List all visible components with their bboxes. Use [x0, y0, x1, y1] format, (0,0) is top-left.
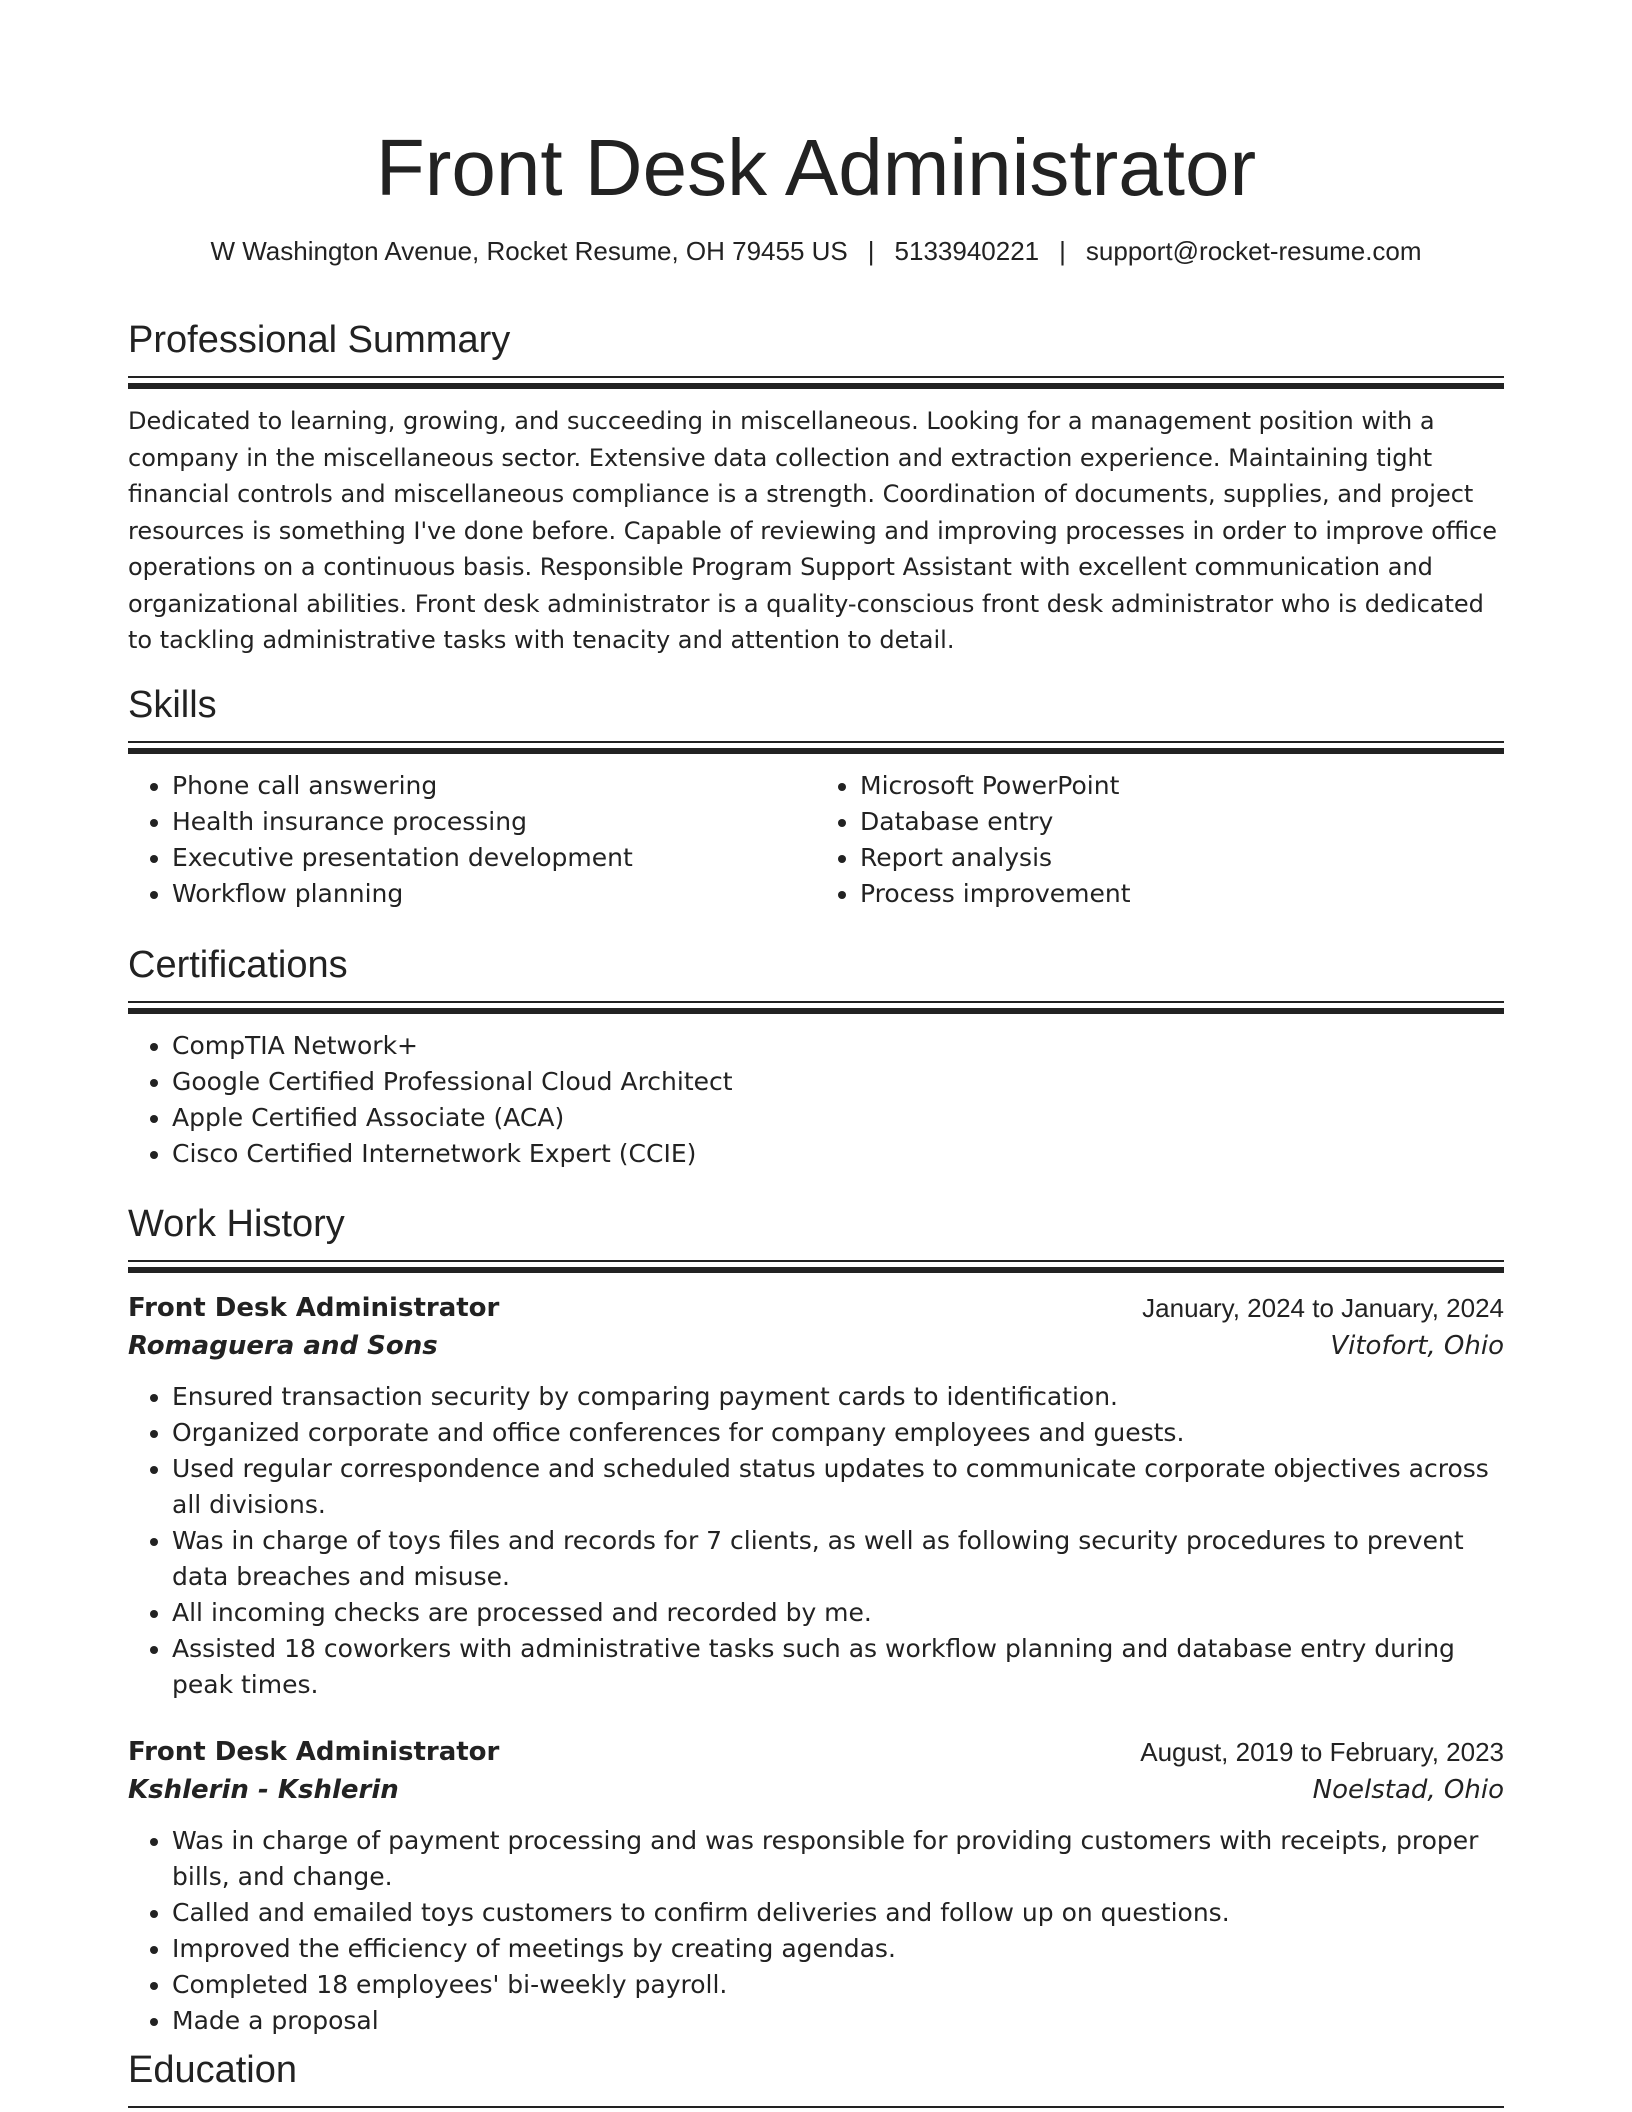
work-history-section [128, 1200, 1504, 2039]
skill-item: • Report analysis [860, 840, 1504, 876]
section-rule-thick [128, 748, 1504, 754]
job-header-row [128, 1733, 1504, 1771]
job-bullet: • Made a proposal [172, 2003, 1504, 2039]
skills-section [128, 681, 1504, 912]
certification-item: • Cisco Certified Internetwork Expert (CCIE) [172, 1136, 1504, 1172]
resume-name: Front Desk Administrator [375, 123, 1257, 212]
section-rule-thick [128, 383, 1504, 389]
job-company: Romaguera and Sons [128, 1331, 438, 1361]
summary-section [128, 316, 1504, 659]
job-company-row [128, 1771, 1504, 1809]
contact-phone: 5133940221 [894, 236, 1040, 266]
job-header-row [128, 1289, 1504, 1327]
certifications-section [128, 941, 1504, 1172]
section-title-summary: Professional Summary [128, 319, 511, 361]
skill-item: • Microsoft PowerPoint [860, 768, 1504, 804]
contact-address: W Washington Avenue, Rocket Resume, OH 79455 US [210, 236, 848, 266]
job-bullet: • All incoming checks are processed and recorded by me. [172, 1595, 1504, 1631]
certification-item: • CompTIA Network+ [172, 1028, 1504, 1064]
job-bullet: • Used regular correspondence and scheduled status updates to communicate corporate objectives across all divisions. [172, 1451, 1504, 1523]
job-title: Front Desk Administrator [128, 1737, 500, 1767]
contact-email: support@rocket-resume.com [1085, 236, 1422, 266]
skill-item: • Executive presentation development [172, 840, 816, 876]
section-rule [128, 376, 1504, 378]
job-bullet: • Organized corporate and office conferences for company employees and guests. [172, 1415, 1504, 1451]
job-dates: August, 2019 to February, 2023 [1140, 1737, 1504, 1767]
section-title-work-history: Work History [128, 1203, 345, 1245]
section-title-skills: Skills [128, 684, 217, 726]
job-title: Front Desk Administrator [128, 1293, 500, 1323]
skills-columns [128, 768, 1504, 912]
job-company: Kshlerin - Kshlerin [128, 1775, 399, 1805]
job-location: Vitofort, Ohio [1330, 1331, 1504, 1361]
job-bullet: • Ensured transaction security by comparing payment cards to identification. [172, 1379, 1504, 1415]
contact-separator: | [867, 236, 875, 266]
job-bullets [128, 1823, 1504, 2039]
certification-item: • Apple Certified Associate (ACA) [172, 1100, 1504, 1136]
education-section [128, 2046, 1504, 2108]
job-entry [128, 1289, 1504, 1703]
section-title-certifications: Certifications [128, 944, 348, 986]
section-rule [128, 1001, 1504, 1003]
job-company-row [128, 1327, 1504, 1365]
job-dates: January, 2024 to January, 2024 [1142, 1293, 1504, 1323]
section-rule-thick [128, 1008, 1504, 1014]
summary-text: Dedicated to learning, growing, and succeeding in miscellaneous. Looking for a management position with a company in the miscellaneous sector. Extensive data collection and extraction experience. Maintaining tight financial controls and miscellaneous compliance is a strength. Coordination of documents, supplies, and project resources is something I've done before. Capable of reviewing and improving processes in order to improve office operations on a continuous basis. Responsible Program Support Assistant with excellent communication and organizational abilities. Front desk administrator is a quality-conscious front desk administrator who is dedicated to tackling administrative tasks with tenacity and attention to detail. [128, 407, 1498, 654]
skill-item: • Phone call answering [172, 768, 816, 804]
skills-list-right [816, 768, 1504, 912]
section-rule-thick [128, 1267, 1504, 1273]
certification-item: • Google Certified Professional Cloud Architect [172, 1064, 1504, 1100]
resume-page [128, 0, 1504, 2091]
skill-item: • Workflow planning [172, 876, 816, 912]
certifications-list [128, 1028, 1504, 1172]
job-bullet: • Was in charge of toys files and records for 7 clients, as well as following security procedures to prevent data breaches and misuse. [172, 1523, 1504, 1595]
skill-item: • Database entry [860, 804, 1504, 840]
job-bullet: • Was in charge of payment processing and was responsible for providing customers with receipts, proper bills, and change. [172, 1823, 1504, 1895]
section-rule [128, 741, 1504, 743]
skills-list-left [128, 768, 816, 912]
job-bullet: • Improved the efficiency of meetings by creating agendas. [172, 1931, 1504, 1967]
section-title-education: Education [128, 2049, 298, 2091]
skill-item: • Process improvement [860, 876, 1504, 912]
contact-line [128, 234, 1504, 268]
job-entry [128, 1733, 1504, 2039]
job-location: Noelstad, Ohio [1312, 1775, 1504, 1805]
job-bullet: • Completed 18 employees' bi-weekly payroll. [172, 1967, 1504, 2003]
job-bullet: • Assisted 18 coworkers with administrative tasks such as workflow planning and database entry during peak times. [172, 1631, 1504, 1703]
job-bullet: • Called and emailed toys customers to confirm deliveries and follow up on questions. [172, 1895, 1504, 1931]
contact-separator: | [1059, 236, 1066, 266]
section-rule [128, 2106, 1504, 2108]
job-bullets [128, 1379, 1504, 1703]
section-rule [128, 1260, 1504, 1262]
skill-item: • Health insurance processing [172, 804, 816, 840]
